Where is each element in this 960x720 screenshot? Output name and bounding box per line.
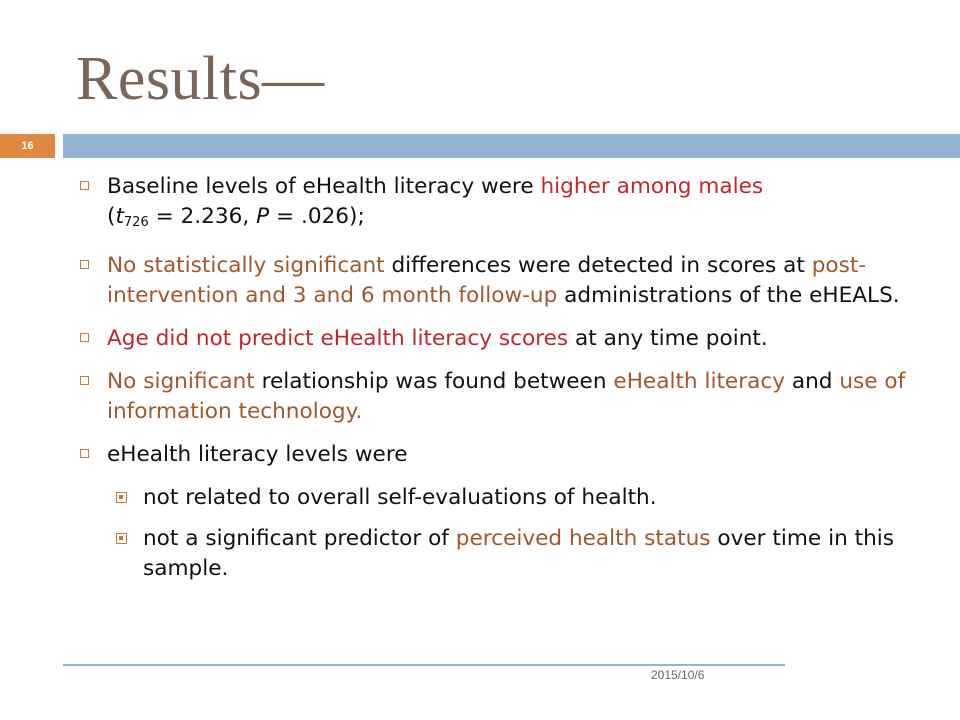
bullet-text: administrations of the eHEALS.	[557, 283, 900, 308]
bullet-text: at any time point.	[568, 326, 768, 351]
slide-content	[80, 172, 940, 595]
highlight-text: Age did not predict eHealth literacy scores	[107, 326, 569, 351]
bullet-no-differences	[80, 251, 940, 311]
slide-number: 16	[21, 140, 34, 152]
highlight-text: perceived health status	[455, 526, 711, 551]
bullet-baseline	[80, 172, 940, 238]
filled-square-bullet-icon	[116, 533, 127, 544]
bullet-text: not related to overall self-evaluations of health.	[143, 485, 657, 510]
stat-symbol-p: P	[256, 204, 270, 229]
bullet-text: and	[784, 369, 840, 394]
highlight-text: post-intervention and 3 and 6 month follow-up	[107, 253, 867, 308]
subbullet-predictor	[80, 524, 940, 584]
bullet-levels	[80, 440, 940, 470]
header-bar	[63, 134, 960, 158]
stat-subscript: 726	[123, 215, 149, 230]
stat-text: = 2.236,	[148, 204, 257, 229]
bullet-text: relationship was found between	[254, 369, 614, 394]
bullet-text: eHealth literacy levels were	[107, 442, 408, 467]
subbullet-self-evaluation	[80, 483, 940, 513]
footer-divider	[63, 664, 785, 666]
square-bullet-icon	[80, 260, 89, 269]
filled-square-bullet-icon	[116, 492, 127, 503]
stat-symbol-t: t	[115, 204, 124, 229]
square-bullet-icon	[80, 181, 89, 190]
highlight-text: use of information technology.	[107, 369, 906, 424]
slide-number-badge	[0, 134, 55, 158]
footer-date: 2015/10/6	[651, 668, 705, 682]
square-bullet-icon	[80, 449, 89, 458]
square-bullet-icon	[80, 333, 89, 342]
highlight-text: No statistically significant	[107, 253, 385, 278]
bullet-text: Baseline levels of eHealth literacy were	[107, 174, 541, 199]
bullet-text: over time in this sample.	[143, 526, 895, 581]
slide-title: Results—	[76, 45, 325, 113]
bullet-text: differences were detected in scores at	[384, 253, 812, 278]
highlight-text: higher among males	[540, 174, 764, 199]
stat-text: = .026);	[269, 204, 365, 229]
highlight-text: No significant	[107, 369, 255, 394]
stat-text: (	[107, 204, 116, 229]
square-bullet-icon	[80, 376, 89, 385]
bullet-text: not a significant predictor of	[143, 526, 456, 551]
bullet-relationship	[80, 367, 940, 427]
highlight-text: eHealth literacy	[613, 369, 785, 394]
bullet-age	[80, 324, 940, 354]
